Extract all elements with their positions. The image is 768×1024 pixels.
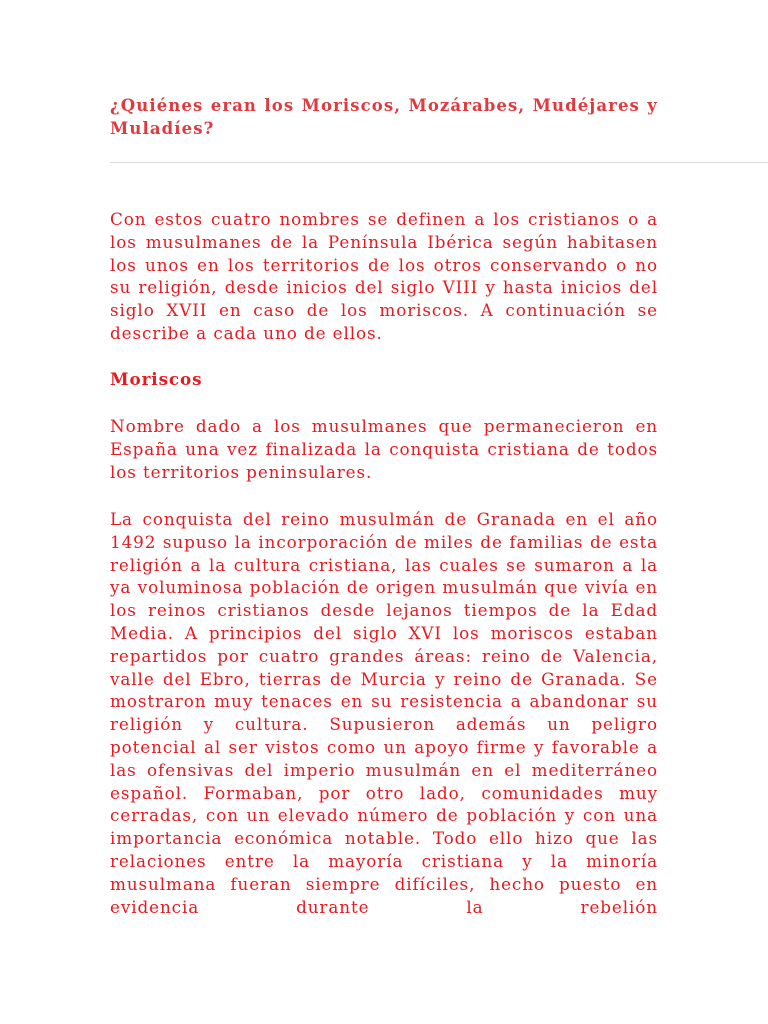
intro-paragraph: Con estos cuatro nombres se definen a los cristianos o a los musulmanes de la Península Ibérica según habitasen los unos en los territorios de los otros conservando o no su religión, desde inicios del siglo VIII y hasta inicios del siglo XVII en caso de los moriscos. A continuación se describe a cada uno de ellos. [110,209,658,343]
moriscos-paragraph-2: La conquista del reino musulmán de Granada en el año 1492 supuso la incorporación de miles de familias de esta religión a la cultura cristiana, las cuales se sumaron a la ya voluminosa población de origen musulmán que vivía en los reinos cristianos desde lejanos tiempos de la Edad Media. A principios del siglo XVI los moriscos estaban repartidos por cuatro grandes áreas: reino de Valencia, valle del Ebro, tierras de Murcia y reino de Granada. Se mostraron muy tenaces en su resistencia a abandonar su religión y cultura. Supusieron además un peligro potencial al ser vistos como un apoyo firme y favorable a las ofensivas del imperio musulmán en el mediterráneo español. Formaban, por otro lado, comunidades muy cerradas, con un elevado número de población y con una importancia económica notable. Todo ello hizo que las relaciones entre la mayoría cristiana y la minoría musulmana fueran siempre difíciles, hecho puesto en evidencia durante la rebelión [110,509,658,917]
document-title: ¿Quiénes eran los Moriscos, Mozárabes, Mudéjares y Muladíes? [110,96,658,138]
section-heading-moriscos: Moriscos [110,369,203,389]
title-divider [110,162,768,163]
moriscos-paragraph-1: Nombre dado a los musulmanes que permanecieron en España una vez finalizada la conquista cristiana de todos los territorios peninsulares. [110,416,658,482]
